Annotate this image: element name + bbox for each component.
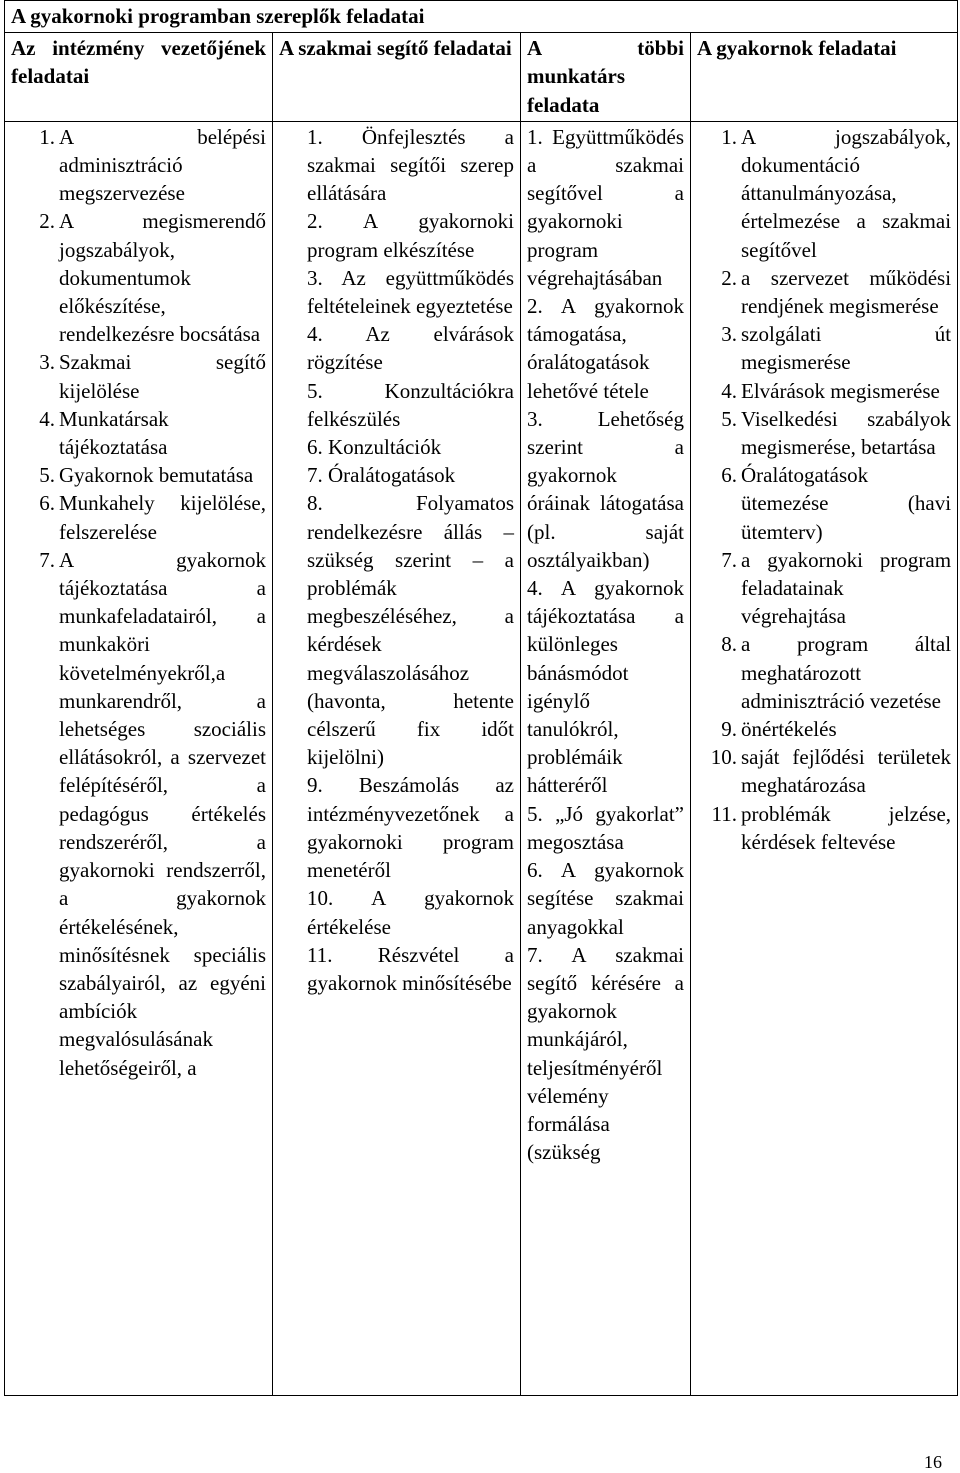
header-row [5, 33, 958, 122]
list-item: 6. Konzultációk [307, 435, 442, 460]
list-item: 6. A gyakornok segítése szakmai anyagokkal [527, 858, 684, 939]
list-item: 10. A gyakornok értékelése [307, 886, 514, 939]
list-item: 7. A szakmai segítő kérésére a gyakornok munkájáról, teljesítményéről vélemény formálása (szükség [527, 942, 684, 1165]
list-item: 1. A jogszabályok, dokumentáció áttanulmányozása, értelmezése a szakmai segítővel [721, 124, 952, 262]
list-item: 9. Beszámolás az intézményvezetőnek a gyakornoki program menetéről [307, 773, 514, 883]
list-item: 5. „Jó gyakorlat” megosztása [527, 801, 684, 854]
list-item: 1. A belépési adminisztráció megszervezése [39, 124, 266, 206]
list-item: 7. a gyakornoki program feladatainak végrehajtása [721, 547, 952, 629]
column-heading-staff: A többi munkatárs feladata [521, 33, 691, 122]
mentor-duties-list [307, 123, 514, 997]
list-item: 1. Együttműködés a szakmai segítővel a gyakornoki program végrehajtásában [527, 124, 684, 290]
list-item: 6. Óralátogatások ütemezése (havi ütemterv) [721, 463, 952, 544]
table-title: A gyakornoki programban szereplők feladatai [5, 1, 958, 33]
list-item: 8. Folyamatos rendelkezésre állás – szükség szerint – a problémák megbeszéléséhez, a kérdések megválaszolásához (havonta, hetente célszerű fix időt kijelölni) [307, 491, 514, 770]
staff-duties-list [527, 123, 684, 1167]
mentor-duties-cell [273, 121, 521, 1395]
list-item: 7. A gyakornok tájékoztatása a munkafeladatairól, a munkaköri követelményekről,a munkarendről, a lehetséges szociális ellátásokról, a szervezet felépítéséről, a pedagógus értékelés rendszeréről, a gyakornoki rendszerről, a gyakornok értékelésének, minősítésnek speciális szabályairól, az egyéni ambíciók megvalósulásának lehetőségeiről, a [39, 547, 266, 1080]
list-item: 5. Gyakornok bemutatása [39, 463, 254, 488]
list-item: 1. Önfejlesztés a szakmai segítői szerep ellátására [307, 124, 514, 206]
list-item: 9. önértékelés [721, 717, 837, 742]
list-item: 5. Viselkedési szabályok megismerése, betartása [721, 406, 952, 460]
list-item: 4. Munkatársak tájékoztatása [39, 406, 169, 460]
title-row [5, 1, 958, 33]
list-item: 2. a szervezet működési rendjének megismerése [721, 265, 952, 319]
duties-table [4, 0, 958, 1396]
list-item: 10. saját fejlődési területek meghatározása [710, 745, 952, 798]
content-row [5, 121, 958, 1395]
list-item: 6. Munkahely kijelölése, felszerelése [39, 491, 266, 544]
list-item: 4. A gyakornok tájékoztatása a különleges bánásmódot igénylő tanulókról, problémáik hátteréről [527, 576, 684, 798]
trainee-duties-cell [691, 121, 958, 1395]
list-item: 2. A gyakornok támogatása, óralátogatások lehetővé tétele [527, 294, 684, 403]
list-item: 3. szolgálati út megismerése [721, 322, 952, 375]
list-item: 4. Elvárások megismerése [721, 378, 940, 403]
trainee-duties-list [697, 123, 951, 856]
list-item: 8. a program által meghatározott adminisztráció vezetése [721, 632, 952, 713]
list-item: 4. Az elvárások rögzítése [307, 322, 514, 375]
list-item: 11. Részvétel a gyakornok minősítésébe [307, 942, 514, 995]
list-item: 2. A megismerendő jogszabályok, dokumentumok előkészítése, rendelkezésre bocsátása [39, 209, 266, 347]
column-heading-trainee: A gyakornok feladatai [691, 33, 958, 122]
principal-duties-list [17, 123, 266, 1082]
list-item: 2. A gyakornoki program elkészítése [307, 209, 514, 262]
list-item: 7. Óralátogatások [307, 463, 456, 488]
column-heading-mentor: A szakmai segítő feladatai [273, 33, 521, 122]
page-number: 16 [924, 1452, 942, 1472]
list-item: 5. Konzultációkra felkészülés [307, 378, 514, 431]
column-heading-principal: Az intézmény vezetőjének feladatai [5, 33, 273, 122]
list-item: 3. Szakmai segítő kijelölése [39, 350, 266, 403]
staff-duties-cell [521, 121, 691, 1395]
list-item: 11. problémák jelzése, kérdések feltevése [711, 801, 952, 854]
principal-duties-cell [5, 121, 273, 1395]
list-item: 3. Az együttműködés feltételeinek egyeztetése [307, 265, 514, 319]
list-item: 3. Lehetőség szerint a gyakornok óráinak látogatása (pl. saját osztályaikban) [527, 406, 684, 572]
